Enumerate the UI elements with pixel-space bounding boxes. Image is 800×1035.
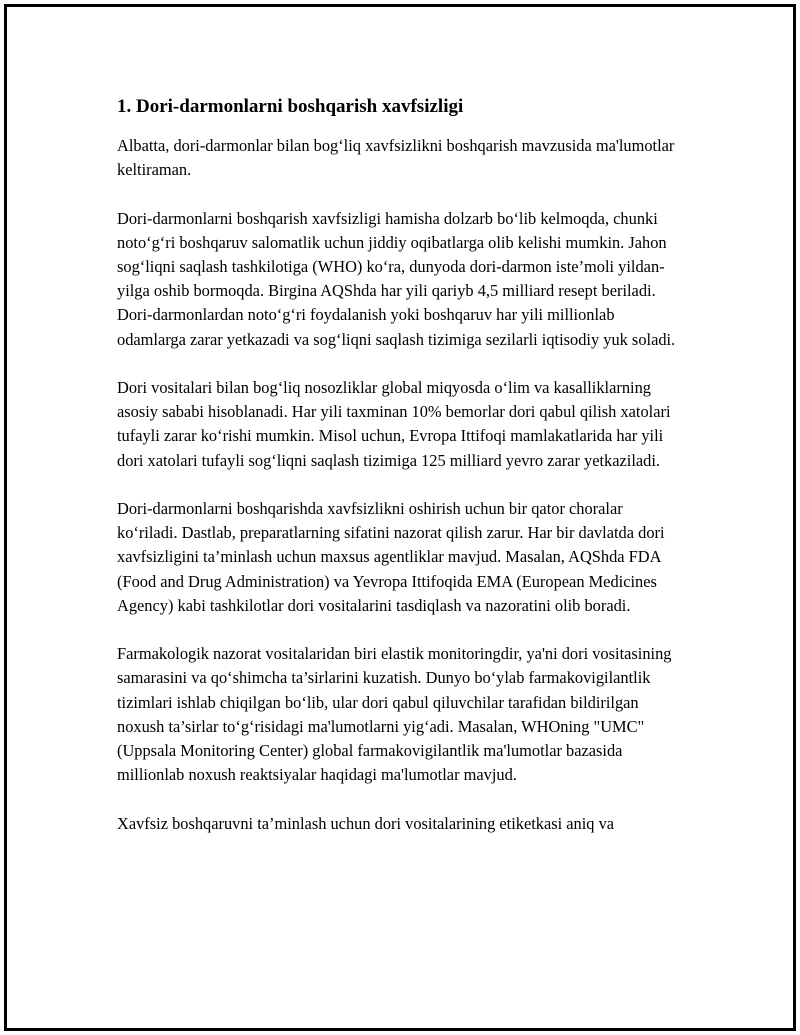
paragraph-labeling: Xavfsiz boshqaruvni ta’minlash uchun dori vositalarining etiketkasi aniq va xyxy=(117,813,615,833)
paragraph-overview: Dori-darmonlarni boshqarish xavfsizligi hamisha dolzarb bo‘lib kelmoqda, chunki noto‘g‘ri boshqaruv salomatlik uchun jiddiy oqibatlarga olib kelishi mumkin. Jahon sog‘liqni saqlash tashkilotiga (WHO) ko‘ra, dunyoda dori-darmon iste’moli yildan-yilga oshib bormoqda. Birgina AQShda har yili qariyb 4,5 milliard resept beriladi. Dori-darmonlardan noto‘g‘ri foydalanish yoki boshqaruv har yili millionlab odamlarga zarar yetkazadi va sog‘liqni saqlash tizimiga sezilarli iqtisodiy yuk soladi. xyxy=(117,208,676,349)
paragraph-measures: Dori-darmonlarni boshqarishda xavfsizlikni oshirish uchun bir qator choralar ko‘riladi. Dastlab, preparatlarning sifatini nazorat qilish zarur. Har bir davlatda dori xavfsizligini ta’minlash uchun maxsus agentliklar mavjud. Masalan, AQShda FDA (Food and Drug Administration) va Yevropa Ittifoqida EMA (European Medicines Agency) kabi tashkilotlar dori vositalarini tasdiqlash va nazoratini olib boradi. xyxy=(117,499,665,615)
document-title: 1. Dori-darmonlarni boshqarish xavfsizligi xyxy=(117,96,464,117)
paragraph-pharmacovigilance: Farmakologik nazorat vositalaridan biri elastik monitoringdir, ya'ni dori vositasining samarasini va qo‘shimcha ta’sirlarini kuzatish. Dunyo bo‘ylab farmakovigilantlik tizimlari ishlab chiqilgan bo‘lib, ular dori qabul qiluvchilar tarafidan bildirilgan noxush ta’sirlar to‘g‘risidagi ma'lumotlarni yig‘adi. Masalan, WHOning "UMC" (Uppsala Monitoring Center) global farmakovigilantlik ma'lumotlar bazasida millionlab noxush reaktsiyalar haqidagi ma'lumotlar mavjud. xyxy=(117,644,672,785)
paragraph-errors: Dori vositalari bilan bog‘liq nosozliklar global miqyosda o‘lim va kasalliklarning asosiy sababi hisoblanadi. Har yili taxminan 10% bemorlar dori qabul qilish xatolari tufayli zarar ko‘rishi mumkin. Misol uchun, Evropa Ittifoqi mamlakatlarida har yili dori xatolari tufayli sog‘liqni saqlash tizimiga 125 milliard yevro zarar yetkaziladi. xyxy=(117,378,671,470)
document-body xyxy=(117,92,687,860)
paragraph-intro: Albatta, dori-darmonlar bilan bog‘liq xavfsizlikni boshqarish mavzusida ma'lumotlar keltiraman. xyxy=(117,136,675,180)
